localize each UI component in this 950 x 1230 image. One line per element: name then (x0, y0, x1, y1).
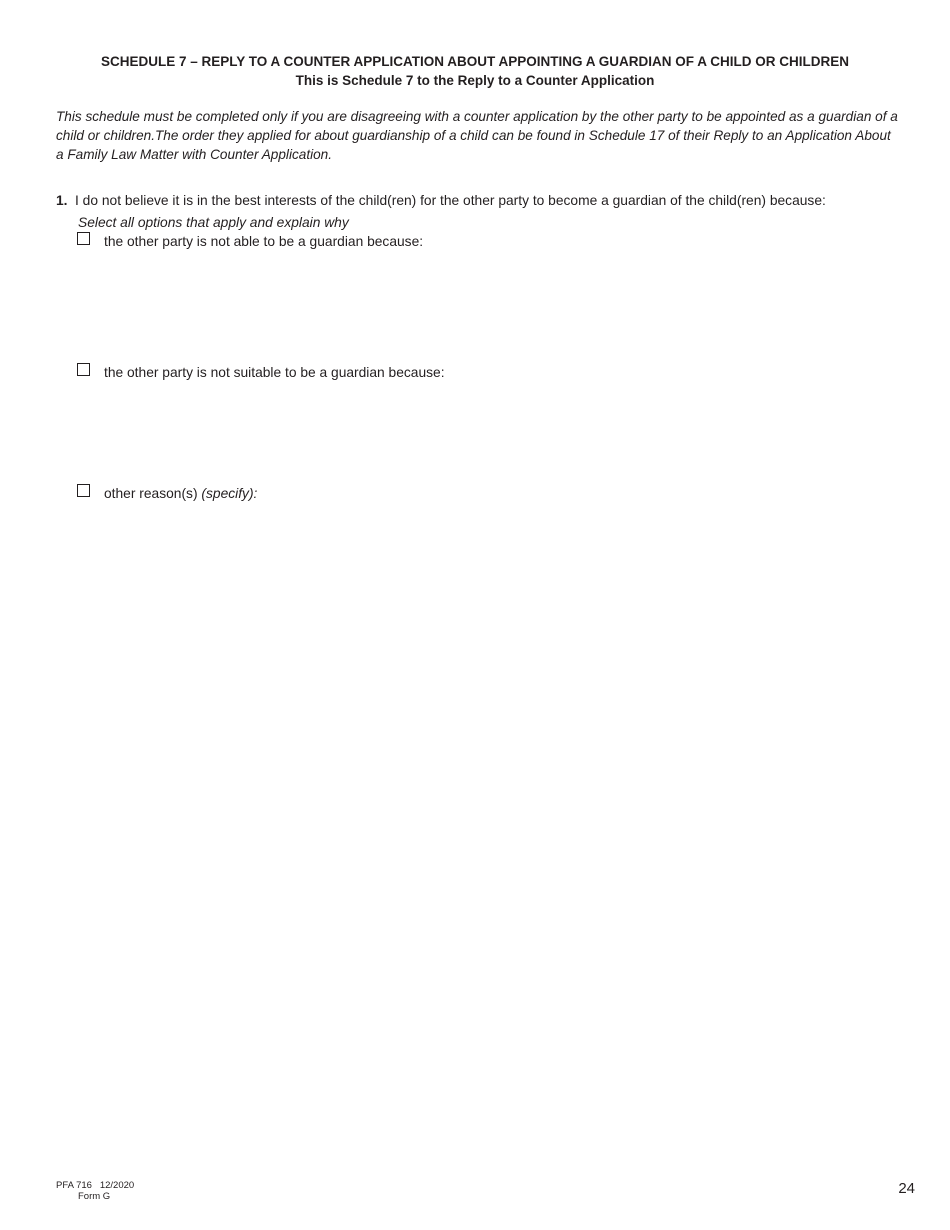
option-not-able-label: the other party is not able to be a guardian because: (104, 234, 424, 249)
schedule-title: SCHEDULE 7 – REPLY TO A COUNTER APPLICATION ABOUT APPOINTING A GUARDIAN OF A CHILD OR CHILDREN (100, 54, 850, 69)
checkbox-not-suitable[interactable] (77, 363, 90, 376)
schedule-subtitle: This is Schedule 7 to the Reply to a Counter Application (295, 73, 655, 88)
option-other-reasons-label-wrap (104, 485, 257, 503)
option-not-suitable-label: the other party is not suitable to be a guardian because: (104, 365, 445, 380)
form-footer (56, 1180, 134, 1202)
page-number: 24 (898, 1180, 915, 1197)
question-1 (56, 192, 916, 210)
checkbox-not-able[interactable] (77, 232, 90, 245)
checkbox-other-reasons[interactable] (77, 484, 90, 497)
form-code: PFA 716 12/2020 (56, 1180, 135, 1191)
option-other-reasons-specify: (specify): (201, 486, 258, 501)
intro-instructions: This schedule must be completed only if you are disagreeing with a counter application by the other party to be appointed as a guardian of a child or children.The order they applied for about guardianship of a child can be found in Schedule 17 of their Reply to an Application About a Family Law Matter with Counter Application. (56, 109, 898, 163)
form-name: Form G (78, 1191, 111, 1202)
schedule-header (0, 52, 950, 90)
question-1-text: I do not believe it is in the best interests of the child(ren) for the other party to become a guardian of the child(ren) because: (75, 193, 826, 208)
option-other-reasons-label: other reason(s) (104, 486, 198, 501)
question-1-number: 1. (56, 193, 68, 208)
question-1-instruction: Select all options that apply and explain why (78, 215, 349, 230)
